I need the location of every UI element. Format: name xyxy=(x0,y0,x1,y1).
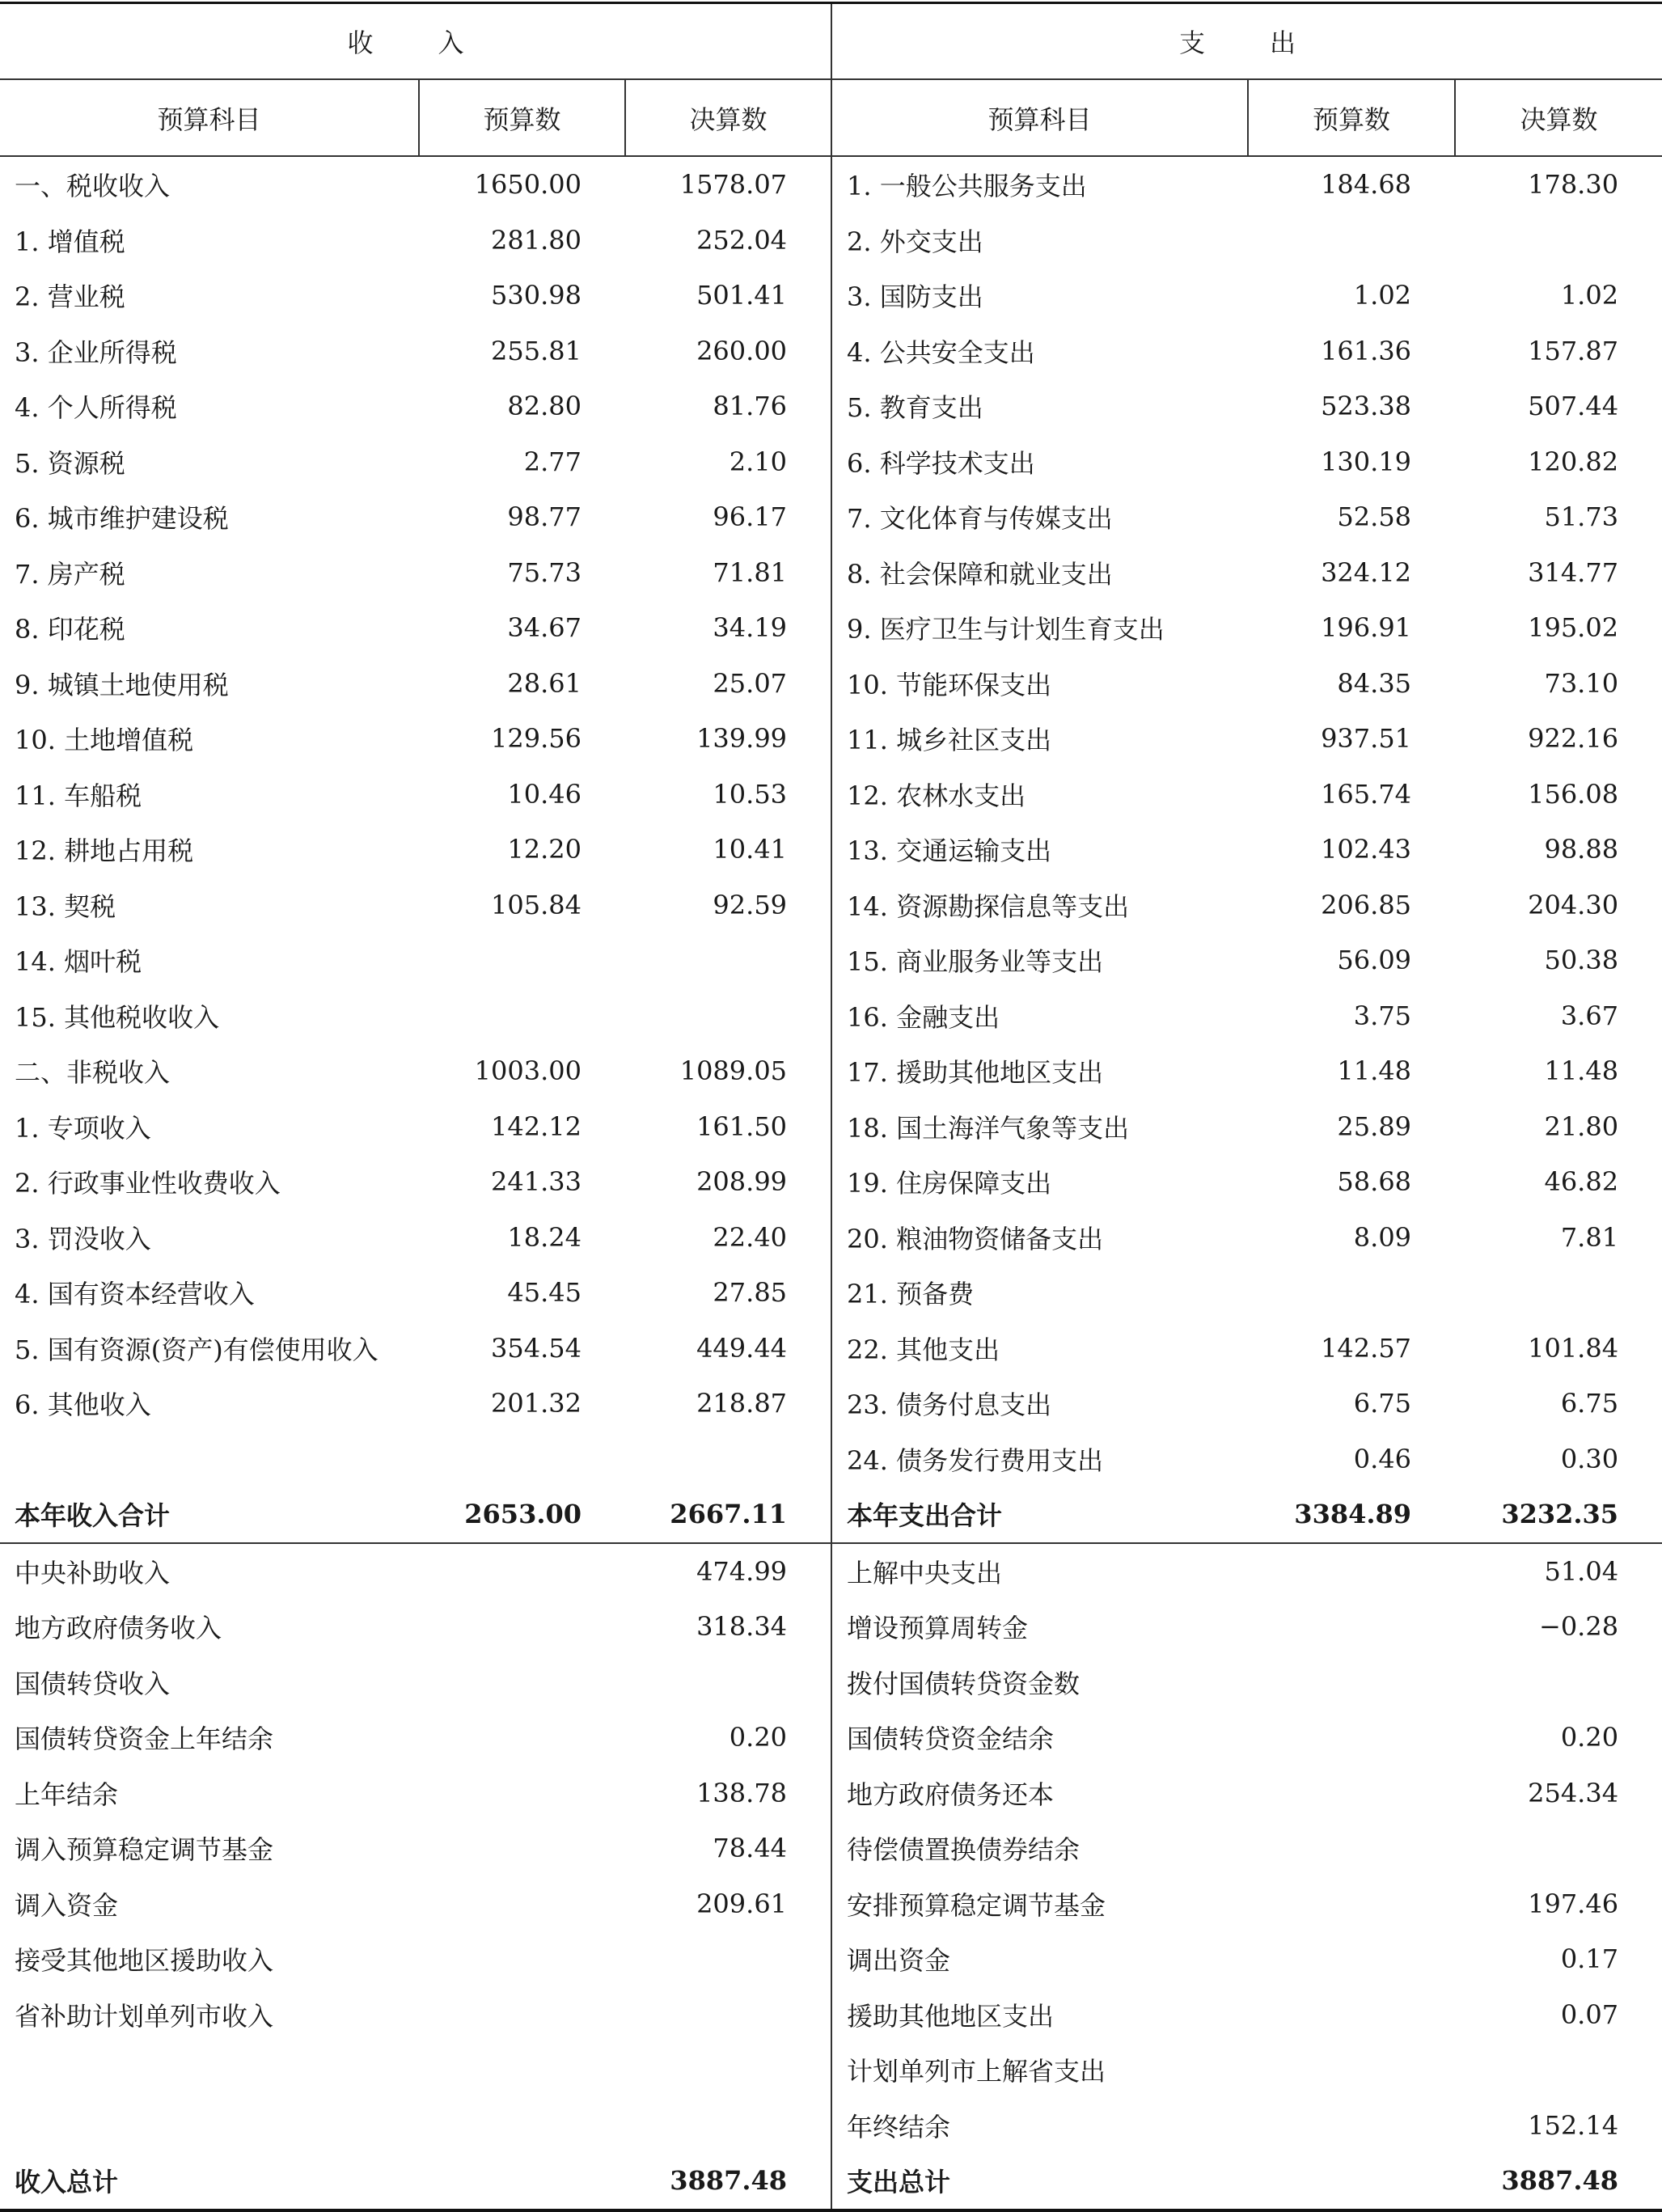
income-final-value: 260.00 xyxy=(625,324,831,379)
table-row xyxy=(0,1987,1662,2043)
income-item-name: 6. 其他收入 xyxy=(15,1389,151,1421)
table-row xyxy=(0,988,1662,1044)
table-row xyxy=(0,268,1662,324)
income-item-name: 国债转贷资金上年结余 xyxy=(15,1723,274,1755)
table-row xyxy=(0,1432,1662,1487)
table-row xyxy=(0,2098,1662,2154)
expense-final-value xyxy=(1455,1265,1662,1321)
income-final-value: 138.78 xyxy=(625,1766,831,1821)
table-row xyxy=(0,656,1662,712)
income-item-name: 接受其他地区援助收入 xyxy=(15,1945,274,1977)
income-budget-value: 201.32 xyxy=(491,1388,581,1419)
income-final-value: 81.76 xyxy=(625,379,831,434)
income-budget-value xyxy=(419,2042,625,2098)
expense-budget-value xyxy=(1248,1766,1455,1821)
income-item-name: 1. 专项收入 xyxy=(15,1112,151,1144)
expense-item-name: 16. 金融支出 xyxy=(847,1001,1000,1033)
table-row xyxy=(0,1655,1662,1711)
income-item-name: 1. 增值税 xyxy=(15,226,125,257)
expense-final-value: 101.84 xyxy=(1528,1332,1619,1364)
expense-budget-value: 3.75 xyxy=(1353,1000,1412,1031)
income-budget-value: 75.73 xyxy=(507,556,581,588)
income-budget-value: 45.45 xyxy=(507,1277,581,1309)
income-item-name: 7. 房产税 xyxy=(15,558,125,590)
expense-final-value: 120.82 xyxy=(1528,446,1619,477)
expense-final-value: 1.02 xyxy=(1560,280,1619,311)
table-row xyxy=(0,822,1662,878)
income-item-name: 6. 城市维护建设税 xyxy=(15,503,229,535)
income-budget-value: 82.80 xyxy=(507,391,581,422)
expense-budget-value: 3384.89 xyxy=(1248,1487,1455,1543)
expense-item-name: 21. 预备费 xyxy=(847,1279,975,1310)
table-row xyxy=(0,1821,1662,1876)
expense-item-name: 13. 交通运输支出 xyxy=(847,835,1052,867)
expense-budget-value: 8.09 xyxy=(1353,1221,1412,1253)
income-final-value: 218.87 xyxy=(625,1376,831,1432)
expense-item-name: 15. 商业服务业等支出 xyxy=(847,946,1104,978)
income-final-value xyxy=(625,1432,831,1487)
expense-final-value: 314.77 xyxy=(1528,556,1619,588)
expense-budget-value xyxy=(1248,1931,1455,1987)
income-final-value xyxy=(625,988,831,1044)
income-budget-value: 10.46 xyxy=(507,778,581,810)
income-budget-value xyxy=(419,1710,625,1766)
income-budget-value xyxy=(419,1987,625,2043)
expense-final-value: 0.30 xyxy=(1560,1443,1619,1474)
income-final-value: 34.19 xyxy=(625,600,831,656)
income-budget-value: 98.77 xyxy=(507,501,581,533)
expense-budget-value: 1.02 xyxy=(1353,280,1412,311)
expense-item-name: 9. 医疗卫生与计划生育支出 xyxy=(847,614,1165,645)
expense-final-value: 254.34 xyxy=(1528,1777,1619,1808)
expense-budget-value xyxy=(1248,1876,1455,1932)
income-final-value: 501.41 xyxy=(625,268,831,324)
expense-budget-value xyxy=(1248,2042,1455,2098)
table-row xyxy=(0,878,1662,933)
expense-final-value: 195.02 xyxy=(1528,612,1619,644)
expense-item-name: 拨付国债转贷资金数 xyxy=(847,1668,1081,1699)
income-final-value: 139.99 xyxy=(625,711,831,767)
expense-budget-value: 0.46 xyxy=(1353,1443,1412,1474)
expense-final-value: 3232.35 xyxy=(1455,1487,1662,1543)
table-row xyxy=(0,489,1662,545)
table-row xyxy=(0,1099,1662,1155)
expense-budget-value: 165.74 xyxy=(1321,778,1412,810)
income-final-value: 71.81 xyxy=(625,545,831,601)
table-row xyxy=(0,2042,1662,2098)
expense-item-name: 19. 住房保障支出 xyxy=(847,1168,1052,1199)
expense-item-name: 17. 援助其他地区支出 xyxy=(847,1057,1104,1089)
expense-budget-value: 58.68 xyxy=(1337,1166,1412,1198)
table-row xyxy=(0,1043,1662,1099)
expense-final-value xyxy=(1455,213,1662,269)
expense-budget-value xyxy=(1248,1710,1455,1766)
income-budget-header: 预算数 xyxy=(419,79,625,156)
income-item-name: 省补助计划单列市收入 xyxy=(15,2000,274,2032)
income-final-value: 2667.11 xyxy=(625,1487,831,1543)
table-row xyxy=(0,379,1662,434)
income-item-name: 14. 烟叶税 xyxy=(15,946,142,978)
income-final-value xyxy=(625,1655,831,1711)
income-final-value: 25.07 xyxy=(625,656,831,712)
income-final-value: 3887.48 xyxy=(625,2153,831,2210)
income-budget-value xyxy=(419,1543,625,1600)
income-item-name: 4. 国有资本经营收入 xyxy=(15,1279,255,1310)
income-budget-value xyxy=(419,1931,625,1987)
expense-item-name: 23. 债务付息支出 xyxy=(847,1389,1052,1421)
expense-budget-value: 6.75 xyxy=(1353,1388,1412,1419)
table-row xyxy=(0,545,1662,601)
income-final-value: 208.99 xyxy=(625,1154,831,1210)
expense-item-name: 3. 国防支出 xyxy=(847,281,983,313)
expense-final-value: 3.67 xyxy=(1560,1000,1619,1031)
expense-item-name: 计划单列市上解省支出 xyxy=(847,2056,1106,2087)
expense-budget-value: 25.89 xyxy=(1337,1110,1412,1142)
income-final-value: 96.17 xyxy=(625,489,831,545)
income-budget-value: 28.61 xyxy=(507,667,581,699)
expense-item-name: 待偿债置换债券结余 xyxy=(847,1834,1081,1866)
income-final-value: 161.50 xyxy=(625,1099,831,1155)
expense-budget-value: 206.85 xyxy=(1321,889,1412,920)
income-item-name: 2. 营业税 xyxy=(15,281,125,313)
expense-budget-value xyxy=(1248,2098,1455,2154)
income-budget-value xyxy=(419,1432,625,1487)
expense-final-value: −0.28 xyxy=(1539,1611,1619,1643)
income-item-name: 二、非税收入 xyxy=(15,1057,171,1089)
income-final-value: 449.44 xyxy=(625,1321,831,1377)
table-row xyxy=(0,1766,1662,1821)
expense-item-name: 支出总计 xyxy=(831,2153,1248,2210)
table-row xyxy=(0,324,1662,379)
income-final-value xyxy=(625,1931,831,1987)
expense-budget-value xyxy=(1248,1265,1455,1321)
expense-item-name: 6. 科学技术支出 xyxy=(847,447,1035,479)
expense-final-header: 决算数 xyxy=(1455,79,1662,156)
expense-budget-value: 196.91 xyxy=(1321,612,1412,644)
income-budget-value xyxy=(419,2153,625,2210)
expense-budget-value xyxy=(1248,1599,1455,1655)
expense-item-name: 24. 债务发行费用支出 xyxy=(847,1444,1104,1476)
income-budget-value xyxy=(419,933,625,988)
expense-item-name: 12. 农林水支出 xyxy=(847,780,1026,811)
income-item-name: 地方政府债务收入 xyxy=(15,1613,222,1644)
expense-budget-value xyxy=(1248,1655,1455,1711)
table-row xyxy=(0,213,1662,269)
income-final-value: 78.44 xyxy=(625,1821,831,1876)
expense-final-value: 98.88 xyxy=(1544,834,1619,865)
expense-final-value: 51.73 xyxy=(1544,501,1619,533)
grand-total-row xyxy=(0,2153,1662,2210)
expense-final-value: 0.17 xyxy=(1560,1943,1619,1975)
expense-budget-value xyxy=(1248,1821,1455,1876)
income-budget-value: 129.56 xyxy=(491,723,581,755)
table-row xyxy=(0,1599,1662,1655)
expense-budget-value: 324.12 xyxy=(1321,556,1412,588)
income-item-name: 15. 其他税收收入 xyxy=(15,1001,220,1033)
expense-final-value xyxy=(1455,2042,1662,2098)
income-budget-value: 18.24 xyxy=(507,1221,581,1253)
income-final-value: 1578.07 xyxy=(625,156,831,213)
expense-budget-value: 56.09 xyxy=(1337,945,1412,976)
expense-final-value: 0.07 xyxy=(1560,1998,1619,2030)
expense-final-value: 21.80 xyxy=(1544,1110,1619,1142)
income-item-name: 3. 罚没收入 xyxy=(15,1223,151,1254)
expense-final-value: 922.16 xyxy=(1528,723,1619,755)
income-final-value xyxy=(625,2098,831,2154)
income-budget-value: 1650.00 xyxy=(474,169,581,201)
expense-budget-value: 161.36 xyxy=(1321,335,1412,366)
expense-item-name: 22. 其他支出 xyxy=(847,1334,1000,1365)
expense-budget-value xyxy=(1248,1987,1455,2043)
expense-item-name: 地方政府债务还本 xyxy=(847,1778,1055,1810)
table-row xyxy=(0,1543,1662,1600)
income-final-header: 决算数 xyxy=(625,79,831,156)
expense-section-header: 支 出 xyxy=(831,3,1662,80)
income-budget-value: 1003.00 xyxy=(474,1055,581,1087)
expense-item-name: 2. 外交支出 xyxy=(847,226,983,257)
expense-final-value: 3887.48 xyxy=(1455,2153,1662,2210)
expense-final-value: 73.10 xyxy=(1544,667,1619,699)
expense-item-name: 4. 公共安全支出 xyxy=(847,336,1035,368)
income-item-name: 收入总计 xyxy=(0,2153,419,2210)
expense-final-value: 50.38 xyxy=(1544,945,1619,976)
income-final-value: 318.34 xyxy=(625,1599,831,1655)
expense-budget-value xyxy=(1248,2153,1455,2210)
expense-final-value: 7.81 xyxy=(1560,1221,1619,1253)
expense-item-name: 调出资金 xyxy=(847,1945,951,1977)
expense-item-name: 增设预算周转金 xyxy=(847,1613,1029,1644)
expense-item-name: 8. 社会保障和就业支出 xyxy=(847,558,1113,590)
income-budget-value: 281.80 xyxy=(491,224,581,256)
expense-budget-value: 130.19 xyxy=(1321,446,1412,477)
expense-final-value: 51.04 xyxy=(1544,1555,1619,1587)
expense-final-value: 46.82 xyxy=(1544,1166,1619,1198)
expense-budget-value: 142.57 xyxy=(1321,1332,1412,1364)
income-final-value: 10.53 xyxy=(625,767,831,823)
expense-budget-value xyxy=(1248,213,1455,269)
subtotal-row xyxy=(0,1487,1662,1543)
income-budget-value: 530.98 xyxy=(491,280,581,311)
expense-item-name: 上解中央支出 xyxy=(847,1557,1003,1588)
table-row xyxy=(0,1154,1662,1210)
income-item-name: 3. 企业所得税 xyxy=(15,336,177,368)
income-item-name: 调入资金 xyxy=(15,1889,119,1921)
table-row xyxy=(0,1376,1662,1432)
budget-table xyxy=(0,2,1662,2212)
table-row xyxy=(0,156,1662,213)
expense-final-value: 197.46 xyxy=(1528,1888,1619,1919)
expense-item-name: 年终结余 xyxy=(847,2111,951,2142)
income-item-name: 10. 土地增值税 xyxy=(15,725,194,756)
expense-budget-value: 937.51 xyxy=(1321,723,1412,755)
expense-item-name: 5. 教育支出 xyxy=(847,392,983,424)
expense-final-value: 152.14 xyxy=(1528,2109,1619,2141)
income-budget-value: 241.33 xyxy=(491,1166,581,1198)
expense-final-value xyxy=(1455,1821,1662,1876)
expense-final-value xyxy=(1455,1655,1662,1711)
income-final-value: 474.99 xyxy=(625,1543,831,1600)
expense-item-name: 14. 资源勘探信息等支出 xyxy=(847,890,1130,922)
income-item-name: 调入预算稳定调节基金 xyxy=(15,1834,274,1866)
table-row xyxy=(0,1931,1662,1987)
income-item-name: 中央补助收入 xyxy=(15,1557,171,1588)
expense-final-value: 11.48 xyxy=(1544,1055,1619,1087)
income-item-name: 一、税收收入 xyxy=(15,171,171,202)
income-item-name: 2. 行政事业性收费收入 xyxy=(15,1168,281,1199)
income-item-header: 预算科目 xyxy=(0,79,419,156)
income-item-name: 上年结余 xyxy=(15,1778,119,1810)
income-final-value: 92.59 xyxy=(625,878,831,933)
expense-final-value: 156.08 xyxy=(1528,778,1619,810)
income-item-name: 9. 城镇土地使用税 xyxy=(15,669,229,700)
expense-final-value: 204.30 xyxy=(1528,889,1619,920)
expense-final-value: 178.30 xyxy=(1528,169,1619,201)
expense-item-name: 18. 国土海洋气象等支出 xyxy=(847,1112,1130,1144)
income-item-name xyxy=(0,1432,419,1487)
income-budget-value xyxy=(419,1766,625,1821)
expense-budget-value: 102.43 xyxy=(1321,834,1412,865)
income-budget-value xyxy=(419,2098,625,2154)
expense-item-name: 国债转贷资金结余 xyxy=(847,1723,1055,1755)
income-budget-value xyxy=(419,1821,625,1876)
expense-item-name: 11. 城乡社区支出 xyxy=(847,725,1052,756)
income-final-value: 2.10 xyxy=(625,434,831,490)
income-item-name: 国债转贷收入 xyxy=(15,1668,171,1699)
income-budget-value xyxy=(419,988,625,1044)
income-budget-value: 34.67 xyxy=(507,612,581,644)
income-budget-value: 105.84 xyxy=(491,889,581,920)
income-budget-value xyxy=(419,1876,625,1932)
section-header-row xyxy=(0,3,1662,80)
income-final-value: 27.85 xyxy=(625,1265,831,1321)
income-final-value: 0.20 xyxy=(625,1710,831,1766)
expense-item-name: 7. 文化体育与传媒支出 xyxy=(847,503,1113,535)
expense-budget-value: 11.48 xyxy=(1337,1055,1412,1087)
table-row xyxy=(0,434,1662,490)
income-final-value: 209.61 xyxy=(625,1876,831,1932)
expense-budget-value: 523.38 xyxy=(1321,391,1412,422)
income-final-value xyxy=(625,1987,831,2043)
table-row xyxy=(0,1265,1662,1321)
income-budget-value: 354.54 xyxy=(491,1332,581,1364)
income-item-name: 5. 资源税 xyxy=(15,447,125,479)
income-budget-value xyxy=(419,1599,625,1655)
expense-final-value: 6.75 xyxy=(1560,1388,1619,1419)
income-final-value xyxy=(625,2042,831,2098)
table-row xyxy=(0,600,1662,656)
expense-item-name: 援助其他地区支出 xyxy=(847,2000,1055,2032)
income-section-header: 收 入 xyxy=(0,3,831,80)
table-row xyxy=(0,767,1662,823)
income-item-name: 5. 国有资源(资产)有偿使用收入 xyxy=(15,1334,378,1365)
table-row xyxy=(0,711,1662,767)
income-final-value: 1089.05 xyxy=(625,1043,831,1099)
expense-final-value: 507.44 xyxy=(1528,391,1619,422)
expense-budget-header: 预算数 xyxy=(1248,79,1455,156)
income-item-name: 12. 耕地占用税 xyxy=(15,835,194,867)
expense-item-name: 10. 节能环保支出 xyxy=(847,669,1052,700)
expense-item-name: 1. 一般公共服务支出 xyxy=(847,171,1087,202)
income-budget-value: 142.12 xyxy=(491,1110,581,1142)
expense-item-name: 20. 粮油物资储备支出 xyxy=(847,1223,1104,1254)
table-row xyxy=(0,1876,1662,1932)
expense-budget-value: 84.35 xyxy=(1337,667,1412,699)
income-item-name xyxy=(0,2098,419,2154)
table-row xyxy=(0,1210,1662,1266)
income-budget-value: 2.77 xyxy=(523,446,581,477)
expense-budget-value: 184.68 xyxy=(1321,169,1412,201)
expense-item-header: 预算科目 xyxy=(831,79,1248,156)
expense-final-value: 157.87 xyxy=(1528,335,1619,366)
income-final-value xyxy=(625,933,831,988)
income-item-name: 8. 印花税 xyxy=(15,614,125,645)
expense-budget-value xyxy=(1248,1543,1455,1600)
income-item-name: 本年收入合计 xyxy=(0,1487,419,1543)
table-row xyxy=(0,933,1662,988)
income-final-value: 22.40 xyxy=(625,1210,831,1266)
income-item-name: 11. 车船税 xyxy=(15,780,142,811)
expense-item-name: 本年支出合计 xyxy=(831,1487,1248,1543)
income-final-value: 10.41 xyxy=(625,822,831,878)
income-item-name: 4. 个人所得税 xyxy=(15,392,177,424)
expense-budget-value: 52.58 xyxy=(1337,501,1412,533)
income-budget-value: 255.81 xyxy=(491,335,581,366)
income-item-name xyxy=(0,2042,419,2098)
income-final-value: 252.04 xyxy=(625,213,831,269)
expense-item-name: 安排预算稳定调节基金 xyxy=(847,1889,1106,1921)
expense-final-value: 0.20 xyxy=(1560,1722,1619,1753)
income-item-name: 13. 契税 xyxy=(15,890,116,922)
income-budget-value xyxy=(419,1655,625,1711)
income-budget-value: 12.20 xyxy=(507,834,581,865)
table-row xyxy=(0,1710,1662,1766)
income-budget-value: 2653.00 xyxy=(419,1487,625,1543)
table-row xyxy=(0,1321,1662,1377)
column-header-row xyxy=(0,79,1662,156)
